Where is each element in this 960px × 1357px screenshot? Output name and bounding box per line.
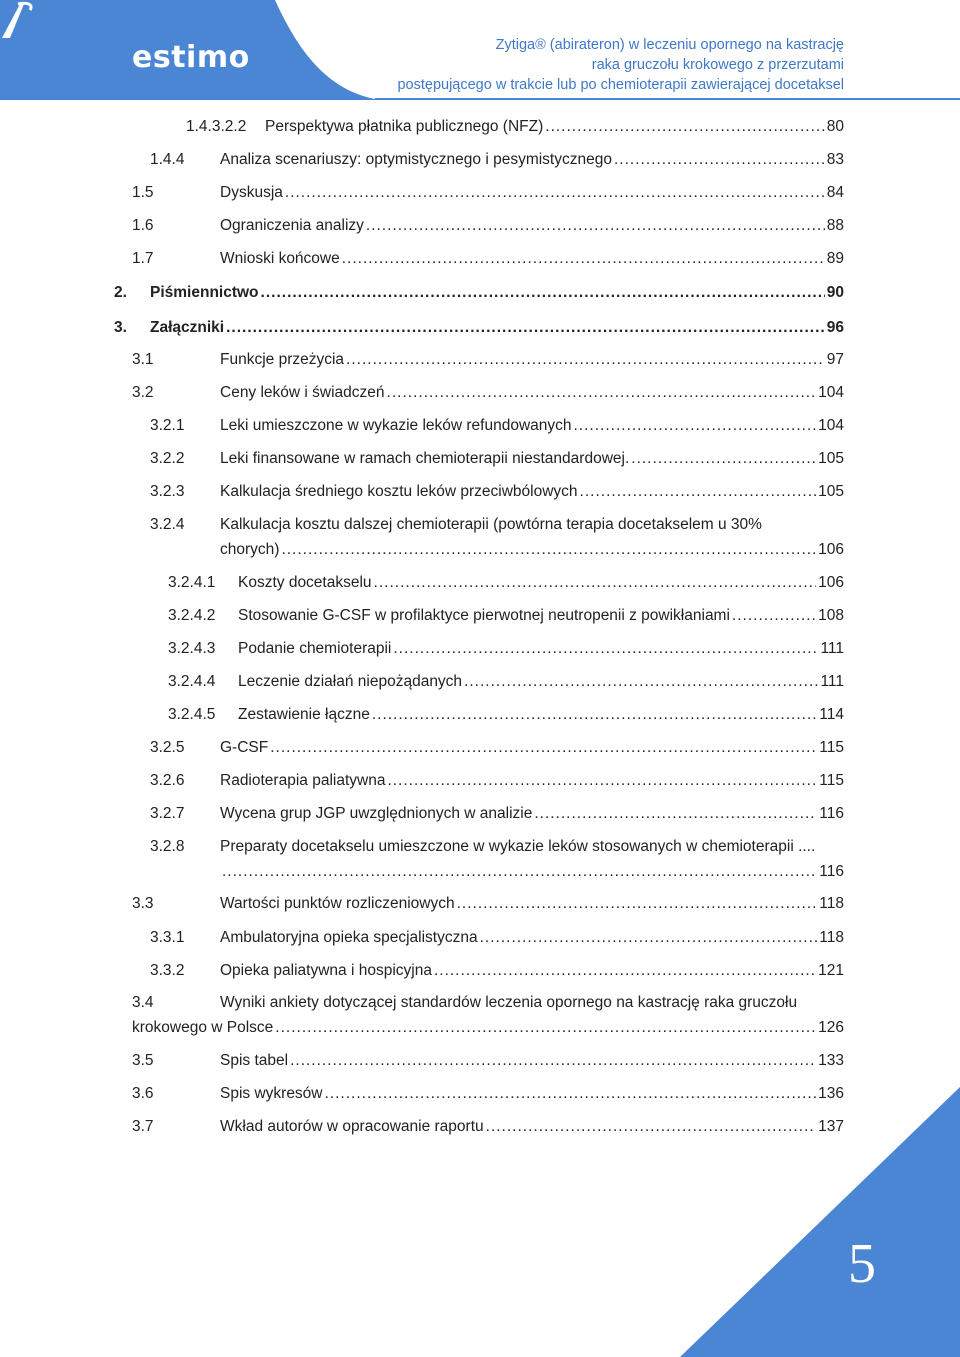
toc-entry-number: 3. — [114, 319, 127, 336]
toc-entry-number: 3.6 — [132, 1085, 154, 1102]
toc-entry-number: 3.2.6 — [150, 772, 185, 789]
toc-entry-page: 118 — [819, 895, 844, 912]
toc-entry-page: 111 — [820, 673, 844, 690]
toc-entry-number: 3.2.4 — [150, 516, 185, 533]
toc-entry-page: 89 — [826, 250, 844, 267]
toc-dot-leader — [226, 318, 825, 338]
toc-dot-leader — [574, 416, 817, 436]
toc-entry-page: 88 — [826, 217, 844, 234]
toc-entry-number: 3.2.7 — [150, 805, 185, 822]
toc-entry-line — [220, 540, 844, 560]
page-number: 5 — [848, 1233, 876, 1295]
toc-dot-leader — [222, 862, 817, 882]
toc-entry-title: Spis tabel — [220, 1052, 289, 1069]
toc-entry-page: 97 — [826, 351, 844, 368]
toc-entry-page: 118 — [819, 929, 844, 946]
toc-entry-line — [220, 449, 844, 469]
toc-entry-title: Dyskusja — [220, 184, 283, 201]
toc-entry-number: 3.1 — [132, 351, 154, 368]
toc-entry-number: 2. — [114, 284, 127, 301]
toc-dot-leader — [457, 894, 818, 914]
toc-entry-title: Spis wykresów — [220, 1085, 323, 1102]
toc-entry-number: 3.2.2 — [150, 450, 185, 467]
toc-entry-title: Wartości punktów rozliczeniowych — [220, 895, 455, 912]
toc-entry-number: 3.2.4.1 — [168, 574, 216, 591]
toc-entry-line — [220, 862, 844, 882]
toc-entry-line — [220, 150, 844, 170]
toc-entry-page: 90 — [826, 284, 844, 301]
toc-entry-line — [220, 249, 844, 269]
toc-entry-page: 116 — [819, 805, 844, 822]
report-title-line: postępującego w trakcie lub po chemioterapii zawierającej docetaksel — [397, 77, 844, 93]
toc-entry-line — [150, 318, 844, 338]
toc-entry-title: Wycena grup JGP uwzględnionych w analizie — [220, 805, 533, 822]
toc-entry-page: 126 — [818, 1019, 844, 1036]
toc-entry-number: 3.3.2 — [150, 962, 185, 979]
toc-dot-leader — [387, 771, 817, 791]
toc-entry-page: 83 — [826, 151, 844, 168]
toc-entry-title: Podanie chemioterapii — [238, 640, 392, 657]
toc-dot-leader — [261, 283, 825, 303]
toc-entry-number: 3.2.5 — [150, 739, 185, 756]
toc-entry-number: 1.4.3.2.2 — [186, 118, 247, 135]
toc-entry-number: 3.2.4.5 — [168, 706, 216, 723]
toc-entry-line — [238, 573, 844, 593]
toc-entry-line — [238, 639, 844, 659]
toc-entry-line — [238, 606, 844, 626]
toc-entry-number: 1.6 — [132, 217, 154, 234]
toc-entry-title: Koszty docetakselu — [238, 574, 372, 591]
toc-entry-title: Funkcje przeżycia — [220, 351, 345, 368]
toc-dot-leader — [434, 961, 816, 981]
toc-entry-number: 3.2.4.4 — [168, 673, 216, 690]
toc-entry-page: 116 — [819, 863, 844, 880]
toc-entry-number: 3.2.4.3 — [168, 640, 216, 657]
toc-dot-leader — [614, 150, 825, 170]
toc-entry-title: chorych) — [220, 541, 280, 558]
toc-entry-page: 84 — [826, 184, 844, 201]
toc-entry-title: Załączniki — [150, 319, 225, 336]
toc-entry-title: Ceny leków i świadczeń — [220, 384, 385, 401]
toc-entry-page: 104 — [818, 384, 844, 401]
toc-entry-title: G-CSF — [220, 739, 269, 756]
toc-dot-leader — [374, 573, 817, 593]
toc-entry-number: 3.2.1 — [150, 417, 185, 434]
toc-dot-leader — [545, 117, 824, 137]
toc-entry-number: 3.5 — [132, 1052, 154, 1069]
toc-dot-leader — [275, 1018, 816, 1038]
toc-entry-title: Ograniczenia analizy — [220, 217, 364, 234]
toc-entry-line — [220, 416, 844, 436]
toc-dot-leader — [631, 449, 816, 469]
toc-entry-number: 1.4.4 — [150, 151, 185, 168]
toc-entry-line — [150, 283, 844, 303]
toc-entry-title: Perspektywa płatnika publicznego (NFZ) — [265, 118, 544, 135]
toc-entry-page: 136 — [818, 1085, 844, 1102]
toc-entry-page: 115 — [819, 772, 844, 789]
toc-dot-leader — [270, 738, 817, 758]
toc-entry-line — [220, 961, 844, 981]
toc-entry-number: 3.2 — [132, 384, 154, 401]
toc-dot-leader — [534, 804, 817, 824]
toc-entry-number: 3.3.1 — [150, 929, 185, 946]
toc-entry-page: 106 — [818, 541, 844, 558]
toc-entry-title: Wkład autorów w opracowanie raportu — [220, 1118, 484, 1135]
toc-entry-line — [220, 771, 844, 791]
toc-dot-leader — [393, 639, 818, 659]
toc-dot-leader — [580, 482, 817, 502]
toc-entry-page: 80 — [826, 118, 844, 135]
toc-entry-page: 121 — [818, 962, 844, 979]
toc-dot-leader — [480, 928, 818, 948]
toc-entry-number: 3.2.8 — [150, 838, 185, 855]
toc-entry-line — [220, 183, 844, 203]
toc-entry-number: 3.3 — [132, 895, 154, 912]
toc-entry-line — [220, 804, 844, 824]
report-title-line: raka gruczołu krokowego z przerzutami — [591, 57, 844, 73]
toc-entry-title: Ambulatoryjna opieka specjalistyczna — [220, 929, 478, 946]
toc-entry-line — [220, 738, 844, 758]
toc-entry-number: 3.4 — [132, 994, 154, 1011]
toc-entry-number: 1.7 — [132, 250, 154, 267]
toc-entry-page: 96 — [826, 319, 844, 336]
toc-entry-title: krokowego w Polsce — [132, 1019, 274, 1036]
toc-entry-number: 3.7 — [132, 1118, 154, 1135]
toc-entry-line — [220, 216, 844, 236]
toc-dot-leader — [366, 216, 825, 236]
toc-dot-leader — [464, 672, 818, 692]
toc-dot-leader — [342, 249, 825, 269]
toc-entry-line — [220, 383, 844, 403]
toc-entry-page: 115 — [819, 739, 844, 756]
toc-dot-leader — [387, 383, 817, 403]
toc-entry-title: Wnioski końcowe — [220, 250, 340, 267]
toc-entry-number: 3.2.3 — [150, 483, 185, 500]
toc-dot-leader — [372, 705, 817, 725]
toc-entry-line — [220, 894, 844, 914]
toc-entry-number: 1.5 — [132, 184, 154, 201]
toc-entry-page: 108 — [818, 607, 844, 624]
toc-entry-line — [265, 117, 844, 137]
toc-dot-leader — [732, 606, 816, 626]
toc-entry-page: 105 — [818, 450, 844, 467]
toc-entry-line — [238, 705, 844, 725]
toc-entry-title: Piśmiennictwo — [150, 284, 259, 301]
toc-entry-title: Kalkulacja kosztu dalszej chemioterapii (powtórna terapia docetakselem u 30% — [220, 516, 762, 533]
toc-entry-title: Zestawienie łączne — [238, 706, 370, 723]
toc-entry-page: 114 — [819, 706, 844, 723]
toc-entry-line — [220, 350, 844, 370]
toc-entry-page: 105 — [818, 483, 844, 500]
toc-entry-page: 137 — [818, 1118, 844, 1135]
toc-entry-title: Preparaty docetakselu umieszczone w wykazie leków stosowanych w chemioterapii .... — [220, 838, 816, 855]
toc-entry-line — [220, 928, 844, 948]
toc-entry-line — [238, 672, 844, 692]
toc-entry-title: Stosowanie G-CSF w profilaktyce pierwotnej neutropenii z powikłaniami — [238, 607, 730, 624]
report-title-line: Zytiga® (abirateron) w leczeniu opornego na kastrację — [495, 37, 844, 53]
page-header — [0, 0, 960, 100]
toc-entry-page: 133 — [818, 1052, 844, 1069]
toc-entry-number: 3.2.4.2 — [168, 607, 216, 624]
report-title — [397, 35, 844, 95]
toc-entry-title: Wyniki ankiety dotyczącej standardów leczenia opornego na kastrację raka gruczołu — [220, 994, 798, 1011]
toc-dot-leader — [346, 350, 825, 370]
toc-entry-title: Radioterapia paliatywna — [220, 772, 386, 789]
toc-entry-title: Leki umieszczone w wykazie leków refundowanych — [220, 417, 572, 434]
toc-entry-page: 104 — [818, 417, 844, 434]
toc-entry-line — [132, 1018, 844, 1038]
toc-entry-line — [220, 1051, 844, 1071]
logo-icon — [0, 0, 150, 44]
toc-entry-page: 111 — [820, 640, 844, 657]
toc-dot-leader — [290, 1051, 816, 1071]
logo-text: estimo — [132, 40, 250, 75]
toc-entry-line — [220, 482, 844, 502]
corner-decoration — [680, 1087, 960, 1357]
toc-dot-leader — [281, 540, 816, 560]
toc-entry-title: Leczenie działań niepożądanych — [238, 673, 463, 690]
toc-entry-title: Leki finansowane w ramach chemioterapii niestandardowej. — [220, 450, 630, 467]
toc-entry-title: Analiza scenariuszy: optymistycznego i pesymistycznego — [220, 151, 612, 168]
toc-dot-leader — [285, 183, 825, 203]
toc-entry-title: Opieka paliatywna i hospicyjna — [220, 962, 432, 979]
toc-entry-page: 106 — [818, 574, 844, 591]
toc-entry-title: Kalkulacja średniego kosztu leków przeciwbólowych — [220, 483, 578, 500]
